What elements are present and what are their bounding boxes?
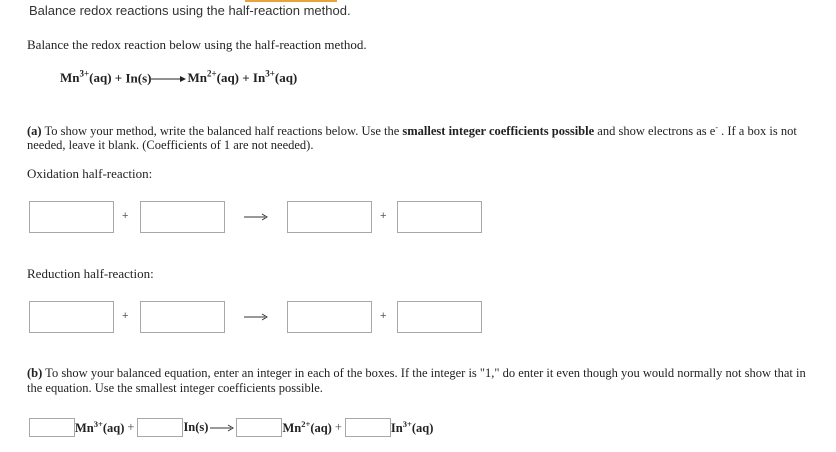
plus-sign: + (334, 420, 342, 434)
reactant-mn: $Mn^{3+}(aq)$ (60, 69, 112, 86)
species-mn3: $Mn^{3+}(aq)$ (75, 418, 125, 436)
coefficient-box-mn3[interactable] (29, 418, 75, 437)
oxidation-product-box-2[interactable] (397, 201, 482, 233)
reduction-product-box-2[interactable] (397, 301, 482, 333)
instruction-text: Balance the redox reaction below using the half-reaction method. (27, 37, 367, 52)
equation-arrow-icon (210, 424, 234, 432)
balanced-equation-row (29, 417, 433, 438)
plus-sign: + (122, 210, 129, 222)
reaction-arrow-icon (151, 75, 187, 83)
plus-sign: + (380, 310, 387, 322)
species-mn2: $Mn^{2+}(aq)$ (282, 418, 332, 436)
plus-sign: + (242, 70, 250, 86)
page-title: Balance redox reactions using the half-reaction method. (29, 3, 351, 18)
reactant-in: In(s) (125, 70, 152, 86)
species-in-solid: In(s) (183, 420, 209, 434)
coefficient-box-in3[interactable] (345, 418, 391, 437)
species-in3: $In^{3+}(aq)$ (390, 418, 434, 436)
reduction-reactant-box-2[interactable] (140, 301, 225, 333)
oxidation-product-box-1[interactable] (287, 201, 372, 233)
plus-sign: + (122, 310, 129, 322)
reaction-equation (60, 69, 297, 86)
coefficient-box-in-solid[interactable] (137, 418, 183, 437)
oxidation-label: Oxidation half-reaction: (27, 166, 153, 181)
plus-sign: + (127, 420, 135, 434)
part-a-instructions: (a) To show your method, write the balanced half reactions below. Use the smallest integer coefficients possible and show electrons as e- . If a box is not needed, leave it blank. (Coefficients of 1 are not needed). (27, 123, 797, 153)
half-reaction-arrow-icon (244, 212, 268, 222)
reduction-label: Reduction half-reaction: (27, 266, 154, 281)
reduction-product-box-1[interactable] (287, 301, 372, 333)
reduction-reactant-box-1[interactable] (29, 301, 114, 333)
product-in: $In^{3+}(aq)$ (252, 69, 298, 86)
product-mn: $Mn^{2+}(aq)$ (187, 69, 239, 86)
oxidation-reactant-box-2[interactable] (140, 201, 225, 233)
header-accent-bar (245, 0, 337, 2)
half-reaction-arrow-icon (244, 312, 268, 322)
plus-sign: + (114, 70, 123, 86)
plus-sign: + (380, 210, 387, 222)
part-b-instructions: (b) To show your balanced equation, enter an integer in each of the boxes. If the integer is "1," do enter it even though you would normally not show that in the equation. Use the smallest integer coefficients possible. (27, 366, 806, 395)
coefficient-box-mn2[interactable] (236, 418, 282, 437)
oxidation-reactant-box-1[interactable] (29, 201, 114, 233)
